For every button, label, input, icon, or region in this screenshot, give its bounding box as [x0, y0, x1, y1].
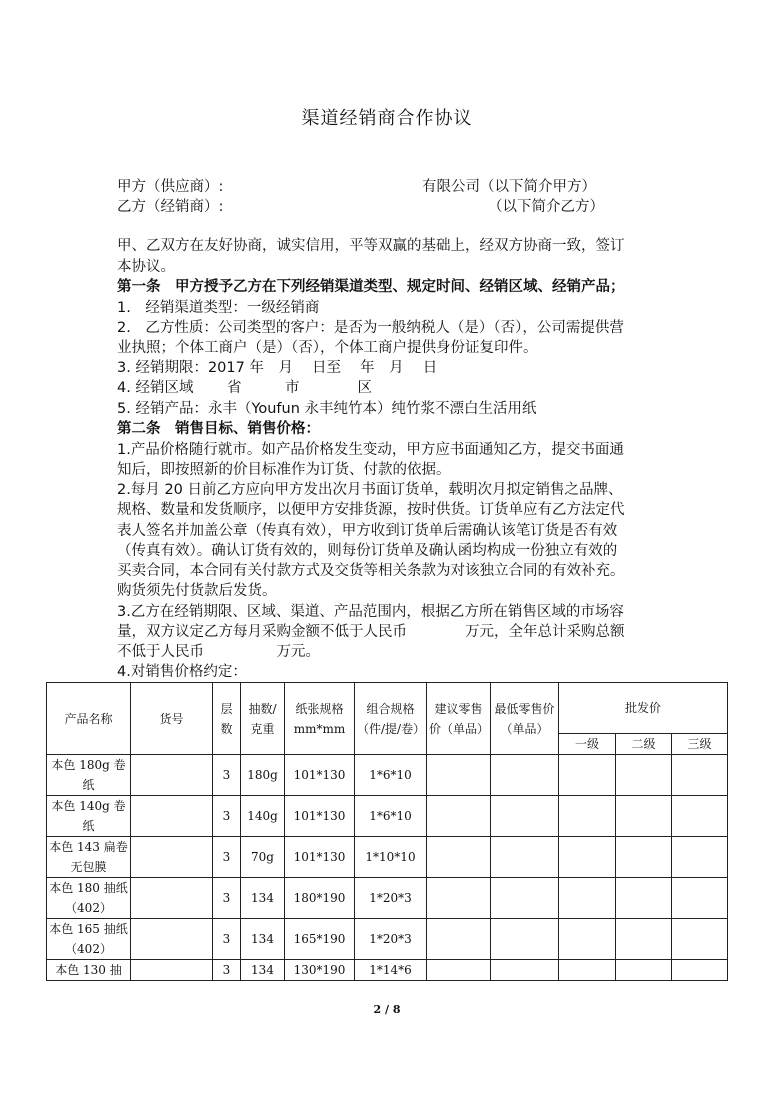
cell-layers: 3 — [213, 837, 241, 878]
party-a-label: 甲方（供应商）: — [117, 179, 224, 195]
article2-paragraph: 1.产品价格随行就市。如产品价格发生变动，甲方应书面通知乙方，提交书面通 — [117, 442, 624, 458]
cell-item-number — [131, 960, 213, 981]
header-layers: 层数 — [213, 683, 241, 755]
article2-paragraph: 表人签名并加盖公章（传真有效），甲方收到订货单后需确认该笔订货是否有效 — [117, 523, 618, 539]
article2-paragraph: 不低于人民币 万元。 — [117, 644, 320, 660]
table-row — [47, 919, 728, 960]
cell-wholesale-2 — [616, 755, 672, 796]
header-sheets-weight: 抽数/克重 — [241, 683, 285, 755]
cell-wholesale-2 — [616, 878, 672, 919]
intro-line-1: 甲、乙双方在友好协商，诚实信用，平等双赢的基础上，经双方协商一致，签订 — [117, 238, 625, 254]
header-level-2: 二级 — [616, 734, 672, 755]
table-row — [47, 960, 728, 981]
cell-item-number — [131, 837, 213, 878]
cell-wholesale-1 — [559, 796, 616, 837]
cell-sheets-weight: 180g — [241, 755, 285, 796]
cell-min-retail — [491, 960, 559, 981]
article2-paragraph: 4.对销售价格约定： — [117, 664, 247, 680]
header-product-name: 产品名称 — [47, 683, 131, 755]
price-table — [46, 682, 728, 981]
cell-suggested-retail — [427, 960, 491, 981]
cell-min-retail — [491, 837, 559, 878]
cell-item-number — [131, 796, 213, 837]
cell-wholesale-3 — [672, 878, 728, 919]
cell-sheets-weight: 134 — [241, 878, 285, 919]
page-title: 渠道经销商合作协议 — [301, 108, 473, 129]
table-row — [47, 755, 728, 796]
cell-paper-spec: 165*190 — [285, 919, 355, 960]
party-b-label: 乙方（经销商）: — [117, 199, 224, 215]
cell-wholesale-2 — [616, 796, 672, 837]
cell-suggested-retail — [427, 919, 491, 960]
intro-line-2: 本协议。 — [117, 259, 175, 275]
cell-wholesale-3 — [672, 919, 728, 960]
cell-wholesale-1 — [559, 919, 616, 960]
cell-wholesale-1 — [559, 960, 616, 981]
cell-product-name: 本色 143 扁卷无包膜 — [47, 837, 131, 878]
article2-heading: 第二条 销售目标、销售价格： — [117, 421, 320, 437]
cell-product-name: 本色 180g 卷纸 — [47, 755, 131, 796]
cell-product-name: 本色 165 抽纸（402） — [47, 919, 131, 960]
cell-min-retail — [491, 919, 559, 960]
party-a-line — [117, 177, 677, 197]
cell-layers: 3 — [213, 796, 241, 837]
cell-combo-spec: 1*20*3 — [355, 919, 427, 960]
cell-combo-spec: 1*10*10 — [355, 837, 427, 878]
cell-sheets-weight: 134 — [241, 919, 285, 960]
cell-wholesale-2 — [616, 837, 672, 878]
party-b-line — [117, 197, 677, 217]
article2-paragraph: 2.每月 20 日前乙方应向甲方发出次月书面订货单，载明次月拟定销售之品牌、 — [117, 482, 623, 498]
article2-paragraph: 买卖合同，本合同有关付款方式及交货等相关条款为对该独立合同的有效补充。 — [117, 563, 625, 579]
article2-paragraph: 规格、数量和发货顺序，以便甲方安排货源，按时供货。订货单应有乙方法定代 — [117, 502, 625, 518]
header-min-retail: 最低零售价（单品） — [491, 683, 559, 755]
article1-heading: 第一条 甲方授予乙方在下列经销渠道类型、规定时间、经销区域、经销产品； — [117, 279, 625, 295]
article2-paragraph: （传真有效）。确认订货有效的，则每份订货单及确认函均构成一份独立有效的 — [117, 543, 618, 559]
cell-min-retail — [491, 796, 559, 837]
header-level-1: 一级 — [559, 734, 616, 755]
cell-layers: 3 — [213, 878, 241, 919]
cell-paper-spec: 101*130 — [285, 755, 355, 796]
header-item-number: 货号 — [131, 683, 213, 755]
cell-suggested-retail — [427, 878, 491, 919]
article2-paragraph: 购货须先付货款后发货。 — [117, 583, 277, 599]
page-number: 2 / 8 — [373, 1003, 401, 1016]
table-row — [47, 796, 728, 837]
cell-product-name: 本色 180 抽纸（402） — [47, 878, 131, 919]
cell-item-number — [131, 755, 213, 796]
table-body — [47, 755, 728, 981]
cell-wholesale-3 — [672, 837, 728, 878]
cell-paper-spec: 180*190 — [285, 878, 355, 919]
cell-combo-spec: 1*6*10 — [355, 755, 427, 796]
cell-min-retail — [491, 878, 559, 919]
article2-paragraph: 知后，即按照新的价目标准作为订货、付款的依据。 — [117, 462, 451, 478]
cell-sheets-weight: 140g — [241, 796, 285, 837]
cell-wholesale-3 — [672, 796, 728, 837]
cell-min-retail — [491, 755, 559, 796]
cell-wholesale-2 — [616, 960, 672, 981]
cell-layers: 3 — [213, 919, 241, 960]
article2-paragraph: 3.乙方在经销期限、区域、渠道、产品范围内，根据乙方所在销售区域的市场容 — [117, 604, 624, 620]
article1-item: 1. 经销渠道类型：一级经销商 — [117, 300, 320, 316]
party-a-right: 有限公司（以下简介甲方） — [422, 179, 596, 195]
cell-item-number — [131, 878, 213, 919]
cell-layers: 3 — [213, 960, 241, 981]
article1-item: 业执照；个体工商户（是）（否），个体工商户提供身份证复印件。 — [117, 340, 538, 356]
header-suggested-retail: 建议零售价（单品） — [427, 683, 491, 755]
article1-item: 3. 经销期限：2017 年 月 日至 年 月 日 — [117, 360, 438, 376]
cell-sheets-weight: 70g — [241, 837, 285, 878]
header-combo-spec: 组合规格（件/提/卷） — [355, 683, 427, 755]
cell-suggested-retail — [427, 755, 491, 796]
cell-sheets-weight: 134 — [241, 960, 285, 981]
cell-suggested-retail — [427, 837, 491, 878]
cell-paper-spec: 101*130 — [285, 796, 355, 837]
table-row — [47, 837, 728, 878]
cell-paper-spec: 130*190 — [285, 960, 355, 981]
cell-wholesale-1 — [559, 837, 616, 878]
header-paper-spec: 纸张规格mm*mm — [285, 683, 355, 755]
table-row — [47, 878, 728, 919]
cell-wholesale-2 — [616, 919, 672, 960]
cell-suggested-retail — [427, 796, 491, 837]
header-level-3: 三级 — [672, 734, 728, 755]
cell-product-name: 本色 130 抽 — [47, 960, 131, 981]
cell-product-name: 本色 140g 卷纸 — [47, 796, 131, 837]
cell-combo-spec: 1*14*6 — [355, 960, 427, 981]
cell-wholesale-1 — [559, 755, 616, 796]
cell-item-number — [131, 919, 213, 960]
party-b-right: （以下简介乙方） — [488, 199, 604, 215]
article1-item: 4. 经销区域 省 市 区 — [117, 380, 373, 396]
article1-item: 5. 经销产品：永丰（Youfun 永丰纯竹本）纯竹浆不漂白生活用纸 — [117, 401, 537, 417]
cell-wholesale-3 — [672, 755, 728, 796]
article1-item: 2. 乙方性质：公司类型的客户：是否为一般纳税人（是）（否），公司需提供营 — [117, 320, 624, 336]
header-wholesale: 批发价 — [559, 683, 728, 734]
cell-wholesale-3 — [672, 960, 728, 981]
cell-paper-spec: 101*130 — [285, 837, 355, 878]
cell-layers: 3 — [213, 755, 241, 796]
cell-wholesale-1 — [559, 878, 616, 919]
cell-combo-spec: 1*6*10 — [355, 796, 427, 837]
article2-paragraph: 量，双方议定乙方每月采购金额不低于人民币 万元，全年总计采购总额 — [117, 624, 625, 640]
cell-combo-spec: 1*20*3 — [355, 878, 427, 919]
